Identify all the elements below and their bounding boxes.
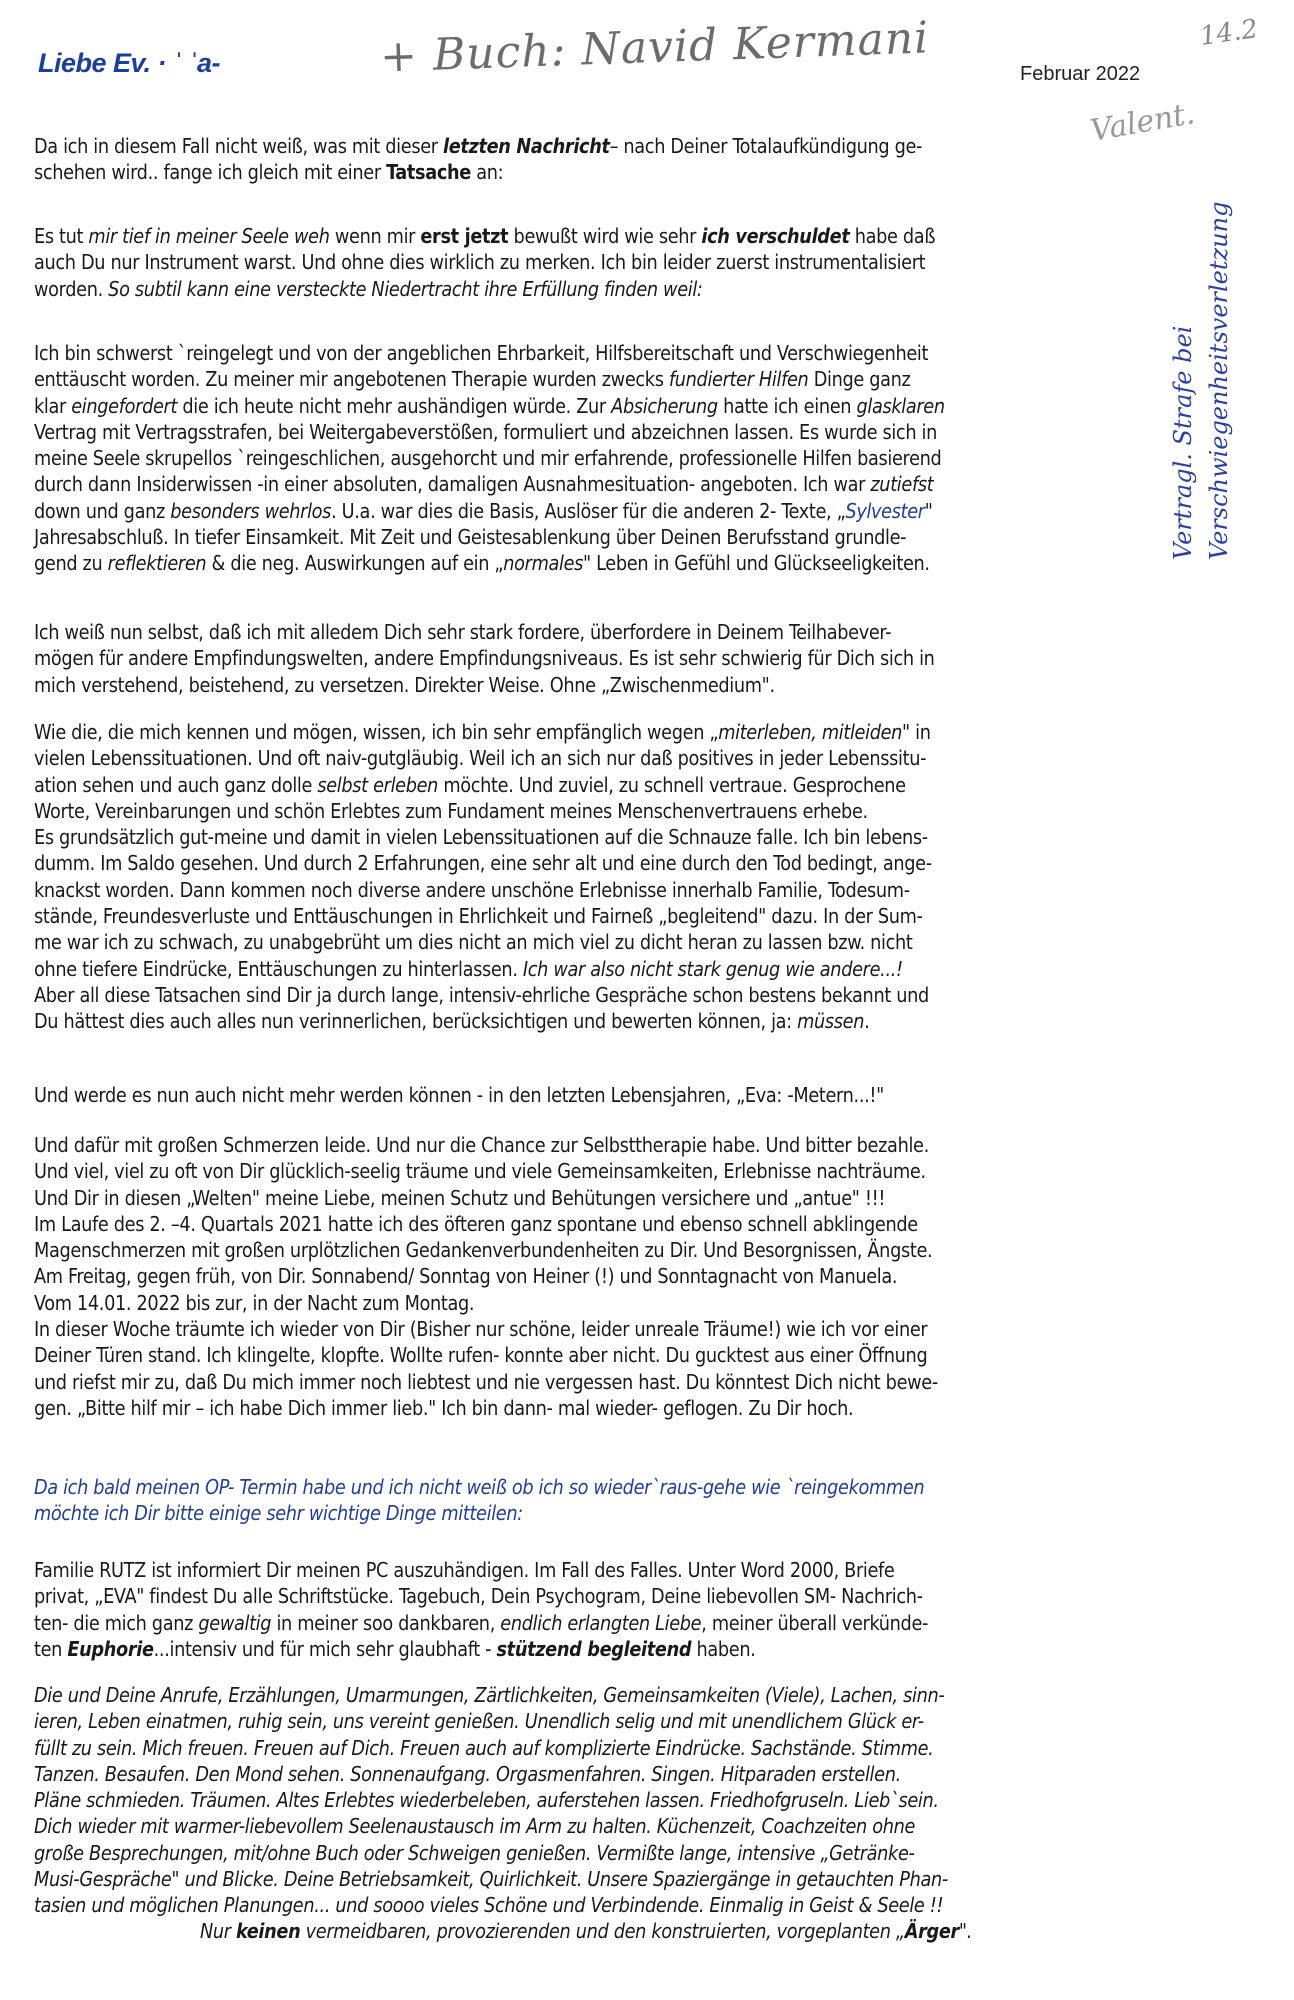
text-run: meine Seele skrupellos `reingeschlichen, ausgehorcht und mir erfahrende, professionelle Hilfen basierend xyxy=(34,446,942,471)
text-run: Da ich in diesem Fall nicht weiß, was mit dieser xyxy=(34,134,444,158)
text-run: stände, Freundesverluste und Enttäuschungen in Ehrlichkeit und Fairneß „begleitend" dazu. In der Sum- xyxy=(34,904,923,929)
margin-note-line: Verschwiegenheitsverletzung xyxy=(1205,201,1233,560)
text-run: Und viel, viel zu oft von Dir glücklich-seelig träume und viele Gemeinsamkeiten, Erlebnisse nachträume. xyxy=(34,1159,926,1184)
text-run: Ärger xyxy=(904,1919,959,1943)
text-run: Wie die, die mich kennen und mögen, wissen, ich bin sehr empfänglich wegen „ xyxy=(34,720,719,744)
text-run: große Besprechungen, mit/ohne Buch oder Schweigen genießen. Vermißte lange, intensive „Getränke- xyxy=(34,1840,915,1865)
text-run: . U.a. war dies die Basis, Auslöser für die anderen 2- Texte, „ xyxy=(331,498,846,523)
text-run: Nur xyxy=(199,1919,236,1943)
text-run: , meiner überall verkünde- xyxy=(701,1610,929,1635)
text-run: Da ich bald meinen OP- Termin habe und ich nicht weiß ob ich so wieder`raus-gehe wie `reingekommen xyxy=(34,1475,925,1499)
text-run: Ich weiß nun selbst, daß ich mit alledem Dich sehr stark fordere, überfordere in Deinem Teilhabever- xyxy=(34,620,892,644)
text-run: Du hättest dies auch alles nun verinnerlichen, berücksichtigen und bewerten können, ja: xyxy=(34,1009,798,1034)
text-run: " xyxy=(924,498,933,523)
text-run: privat, „EVA" findest Du alle Schriftstücke. Tagebuch, Dein Psychogram, Deine liebevollen SM- Nachrich- xyxy=(34,1584,923,1609)
text-run: gend zu xyxy=(34,551,108,576)
text-run: Vertrag mit Vertragsstrafen, bei Weitergabeverstößen, formuliert und abzeichnen lassen. Es wurde sich in xyxy=(34,419,937,444)
text-run: Und werde es nun auch nicht mehr werden können - in den letzten Lebensjahren, „Eva: -Metern...!" xyxy=(34,1083,884,1107)
text-run: ieren, Leben einatmen, ruhig sein, uns vereint genießen. Unendlich selig und mit unendlichem Glück er- xyxy=(34,1709,924,1734)
text-run: Pläne schmieden. Träumen. Altes Erlebtes wiederbeleben, auferstehen lassen. Friedhofgruseln. Lieb`sein. xyxy=(34,1788,939,1813)
handwritten-margin-note xyxy=(1165,80,1237,560)
text-run: Es tut xyxy=(34,224,89,248)
text-run: mir tief in meiner Seele weh xyxy=(88,224,330,248)
paragraph-memories xyxy=(34,1682,1138,1919)
text-run: durch dann Insiderwissen -in einer absoluten, damaligen Ausnahmesituation- angeboten. Ich war xyxy=(34,472,871,497)
text-run: Im Laufe des 2. –4. Quartals 2021 hatte ich des öfteren ganz spontane und ebenso schnell abklingende xyxy=(34,1211,918,1236)
text-run: Und Dir in diesen „Welten" meine Liebe, meinen Schutz und Behütungen versichere und „antue" !!! xyxy=(34,1185,886,1210)
text-run: besonders wehrlos xyxy=(170,498,332,523)
text-run: selbst erleben xyxy=(317,772,439,797)
paragraph-pc xyxy=(34,1557,1138,1662)
text-run: Es grundsätzlich gut-meine und damit in vielen Lebenssituationen auf die Schnauze falle. Ich bin lebens- xyxy=(34,825,928,850)
text-run: klar xyxy=(34,393,72,418)
text-run: dumm. Im Saldo gesehen. Und durch 2 Erfahrungen, eine sehr alt und eine durch den Tod bedingt, ange- xyxy=(34,851,932,876)
text-run: " in xyxy=(902,720,931,744)
text-run: me war ich zu schwach, zu unabgebrüht um dies nicht an mich viel zu dicht heran zu lassen bzw. nicht xyxy=(34,930,913,955)
text-run: ation sehen und auch ganz dolle xyxy=(34,772,318,797)
text-run: down und ganz xyxy=(34,498,171,523)
text-run: Und dafür mit großen Schmerzen leide. Und nur die Chance zur Selbsttherapie habe. Und bitter bezahle. xyxy=(34,1133,929,1157)
text-run: wenn mir xyxy=(329,224,421,248)
text-run: ". xyxy=(958,1919,973,1943)
text-run: eingefordert xyxy=(71,393,178,418)
text-run: & die neg. Auswirkungen auf ein „ xyxy=(206,551,504,576)
text-run: ten xyxy=(34,1636,68,1661)
text-run: – nach Deiner Totalaufkündigung ge- xyxy=(609,134,923,158)
text-run: vermeidbaren, provozierenden und den konstruierten, vorgeplanten „ xyxy=(300,1919,905,1943)
text-run: möchte ich Dir bitte einige sehr wichtige Dinge mitteilen: xyxy=(34,1501,523,1526)
text-run: Vom 14.01. 2022 bis zur, in der Nacht zum Montag. xyxy=(34,1290,475,1315)
paragraph-eva xyxy=(34,1082,1138,1108)
handwritten-note-book: + Buch: Navid Kermani xyxy=(379,12,930,83)
text-run: ohne tiefere Eindrücke, Enttäuschungen zu hinterlassen. xyxy=(34,956,523,981)
text-run: Aber all diese Tatsachen sind Dir ja durch lange, intensiv-ehrliche Gespräche schon bestens bekannt und xyxy=(34,982,929,1007)
paragraph-sensitivity xyxy=(34,719,1138,1035)
text-run: Tatsache xyxy=(386,160,471,185)
paragraph-op-notice xyxy=(34,1474,1138,1527)
text-run: . xyxy=(864,1009,870,1034)
text-run: fundierter Hilfen xyxy=(668,367,809,392)
text-run: reflektieren xyxy=(107,551,207,576)
text-run: möchte. Und zuviel, zu schnell vertraue. Gesprochene xyxy=(438,772,906,797)
text-run: und riefst mir zu, daß Du mich immer noch liebtest und nie vergessen hast. Du könntest Dich nicht bewe- xyxy=(34,1369,938,1394)
text-run: auch Du nur Instrument warst. Und ohne dies wirklich zu merken. Ich bin leider zuerst instrumentalisiert xyxy=(34,250,926,275)
paragraph-dreams xyxy=(34,1132,1138,1421)
paragraph-therapy xyxy=(34,340,1138,577)
text-run: füllt zu sein. Mich freuen. Freuen auf Dich. Freuen auch auf komplizierte Eindrücke. Sachstände. Stimme. xyxy=(34,1735,934,1760)
text-run: Jahresabschluß. In tiefer Einsamkeit. Mit Zeit und Geistesablenkung über Deinen Berufsstand grundle- xyxy=(34,525,907,550)
text-run: miterleben, mitleiden xyxy=(718,720,903,744)
text-run: Musi-Gespräche" und Blicke. Deine Betriebsamkeit, Quirlichkeit. Unsere Spaziergänge in getauchten Phan- xyxy=(34,1867,948,1892)
text-run: Absicherung xyxy=(611,393,718,418)
text-run: in meiner soo dankbaren, xyxy=(271,1610,501,1635)
text-run: müssen xyxy=(797,1009,865,1034)
paragraph-demands xyxy=(34,619,1138,698)
text-run: mögen für andere Empfindungswelten, andere Empfindungsniveaus. Es ist sehr schwierig für Dich sich in xyxy=(34,646,935,671)
handwritten-note-date: 14.2 xyxy=(1198,14,1260,52)
text-run: Euphorie xyxy=(67,1636,154,1661)
text-run: normales xyxy=(503,551,584,576)
text-run: ...intensiv und für mich sehr glaubhaft - xyxy=(153,1636,497,1661)
text-run: worden. xyxy=(34,276,109,301)
text-run: Ich war also nicht stark genug wie andere...! xyxy=(522,956,903,981)
text-run: Dich wieder mit warmer-liebevollem Seelenaustausch im Arm zu halten. Küchenzeit, Coachzeiten ohne xyxy=(34,1814,916,1839)
text-run: Am Freitag, gegen früh, von Dir. Sonnabend/ Sonntag von Heiner (!) und Sonntagnacht von Manuela. xyxy=(34,1264,898,1289)
text-run: Dinge ganz xyxy=(808,367,911,392)
text-run: Deiner Türen stand. Ich klingelte, klopfte. Wollte rufen- konnte aber nicht. Du gucktest aus einer Öffnung xyxy=(34,1343,928,1368)
paragraph-intro xyxy=(34,133,1138,186)
text-run: ich verschuldet xyxy=(701,224,850,248)
letter-date: Februar 2022 xyxy=(1020,63,1141,85)
text-run: " Leben in Gefühl und Glückseeligkeiten. xyxy=(583,551,930,576)
text-run: bewußt wird wie sehr xyxy=(508,224,702,248)
text-run: die ich heute nicht mehr aushändigen würde. Zur xyxy=(177,393,612,418)
text-run: keinen xyxy=(235,1919,301,1943)
text-run: Worte, Vereinbarungen und schön Erlebtes zum Fundament meines Menschenvertrauens erhebe. xyxy=(34,798,868,823)
text-run: schehen wird.. fange ich gleich mit einer xyxy=(34,160,387,185)
text-run: So subtil kann eine versteckte Niedertracht ihre Erfüllung finden weil: xyxy=(108,276,703,301)
text-run: In dieser Woche träumte ich wieder von Dir (Bisher nur schöne, leider unreale Träume!) wie ich vor einer xyxy=(34,1317,928,1342)
salutation: Liebe Ev. · ˈ ˈa- xyxy=(38,48,221,78)
text-run: gen. „Bitte hilf mir – ich habe Dich immer lieb." Ich bin dann- mal wieder- geflogen. Zu Dir hoch. xyxy=(34,1395,854,1420)
margin-note-line: Vertragl. Strafe bei xyxy=(1169,325,1197,560)
text-run: zutiefst xyxy=(870,472,934,497)
text-run: stützend begleitend xyxy=(496,1636,692,1661)
text-run: mich verstehend, beistehend, zu versetzen. Direkter Weise. Ohne „Zwischenmedium". xyxy=(34,672,775,697)
text-run: enttäuscht worden. Zu meiner mir angebotenen Therapie wurden zwecks xyxy=(34,367,669,392)
text-run: hatte ich einen xyxy=(717,393,857,418)
text-run: Sylvester xyxy=(845,498,925,523)
handwritten-note-valent: Valent. xyxy=(1087,96,1198,149)
text-run: vielen Lebenssituationen. Und oft naiv-gutgläubig. Weil ich an sich nur daß positives in jeder Lebenssitu- xyxy=(34,746,927,771)
text-run: erst jetzt xyxy=(420,224,509,248)
text-run: glasklaren xyxy=(856,393,945,418)
text-run: Ich bin schwerst `reingelegt und von der angeblichen Ehrbarkeit, Hilfsbereitschaft und Verschwiegenheit xyxy=(34,341,929,365)
text-run: ten- die mich ganz xyxy=(34,1610,199,1635)
text-run: letzten Nachricht xyxy=(443,134,610,158)
paragraph-fact xyxy=(34,223,1138,302)
text-run: an: xyxy=(470,160,504,185)
text-run: haben. xyxy=(691,1636,756,1661)
text-run: Magenschmerzen mit großen urplötzlichen Gedankenverbundenheiten zu Dir. Und Besorgnissen, Ängste. xyxy=(34,1238,933,1263)
text-run: habe daß xyxy=(849,224,936,248)
text-run: endlich erlangten Liebe xyxy=(500,1610,702,1635)
text-run: knackst worden. Dann kommen noch diverse andere unschöne Erlebnisse innerhalb Familie, Todesum- xyxy=(34,877,910,902)
text-run: tasien und möglichen Planungen... und soooo vieles Schöne und Verbindende. Einmalig in Geist & Seele !! xyxy=(34,1893,944,1918)
paragraph-closing xyxy=(34,1918,1138,1944)
text-run: gewaltig xyxy=(198,1610,272,1635)
text-run: Die und Deine Anrufe, Erzählungen, Umarmungen, Zärtlichkeiten, Gemeinsamkeiten (Viele), Lachen, sinn- xyxy=(34,1683,945,1707)
text-run: Tanzen. Besaufen. Den Mond sehen. Sonnenaufgang. Orgasmenfahren. Singen. Hitparaden erstellen. xyxy=(34,1761,901,1786)
text-run: Familie RUTZ ist informiert Dir meinen PC auszuhändigen. Im Fall des Falles. Unter Word 2000, Briefe xyxy=(34,1558,895,1582)
